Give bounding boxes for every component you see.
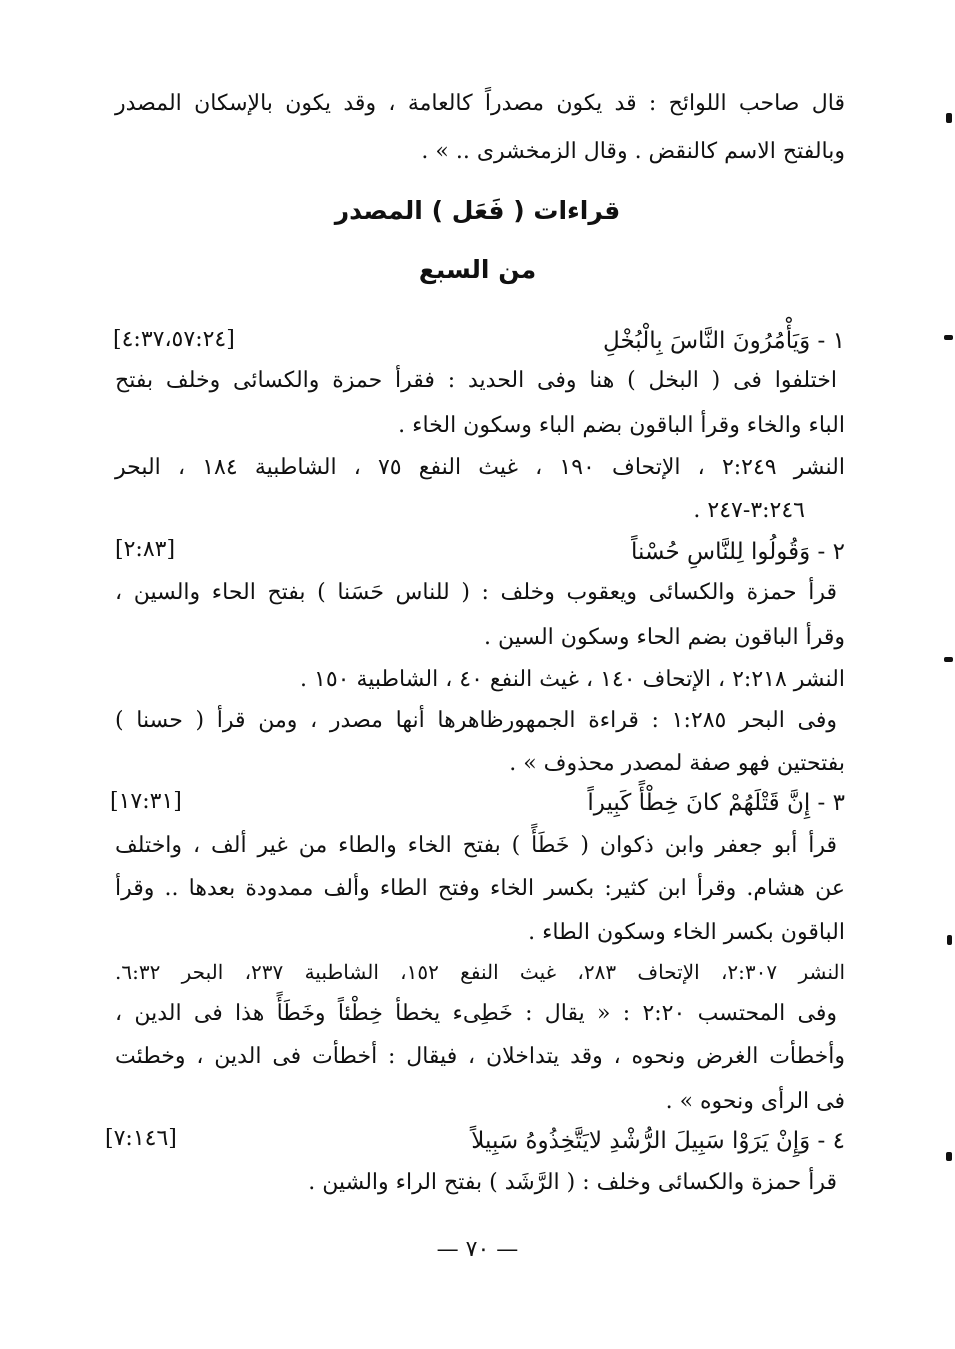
sources-line: النشر ٢:٢٤٩ ، الإتحاف ١٩٠ ، غيث النفع ٧٥ ، الشاطبية ١٨٤ ، البحر xyxy=(115,455,846,480)
note-line: وفى البحر ١:٢٨٥ : قراءة الجمهورظاهرها أنها مصدر ، ومن قرأ ( حسنا ) xyxy=(115,708,837,733)
margin-mark xyxy=(947,935,952,945)
margin-mark xyxy=(946,113,952,123)
intro-line: قال صاحب اللوائح : قد يكون مصدراً كالعامة ، وقد يكون بالإسكان المصدر xyxy=(115,91,845,116)
note-line: فى الرأى ونحوه » . xyxy=(665,1089,845,1114)
verse-reference: [١٧:٣١] xyxy=(110,789,182,814)
intro-line: وبالفتح الاسم كالنقض . وقال الزمخشرى .. » . xyxy=(421,139,845,164)
note-line: بفتحتين فهو صفة لمصدر محذوف » . xyxy=(509,751,845,776)
section-subheading: من السبع xyxy=(418,255,537,284)
verse-line: ٣ - إِنَّ قَتْلَهُمْ كانَ خِطْأً كَبِيراً xyxy=(587,790,845,816)
margin-mark xyxy=(946,1152,952,1161)
page-number: — ٧٠ — xyxy=(436,1237,519,1262)
verse-reference: [٧:١٤٦] xyxy=(105,1126,177,1151)
entry-body-line: الباقون بكسر الخاء وسكون الطاء . xyxy=(528,920,845,945)
verse-line: ٢ - وَقُولُوا لِلنَّاسِ حُسْناً xyxy=(631,539,845,565)
note-line: وأخطأت الغرض ونحوه ، وقد يتداخلان ، فيقال : أخطأت فى الدين ، وخطئت xyxy=(115,1044,845,1069)
note-line: وفى المحتسب ٢:٢٠ : « يقال : خَطِىء يخطأ خِطْئاً وخَطَأً هذا فى الدين ، xyxy=(115,1001,837,1026)
entry-body-line: وقرأ الباقون بضم الحاء وسكون السين . xyxy=(483,625,845,650)
entry-body-line: عن هشام. وقرأ ابن كثير: بكسر الخاء وفتح الطاء وألف ممدودة بعدها .. وقرأ xyxy=(115,876,845,901)
margin-mark xyxy=(944,657,953,662)
section-heading: قراءات ( فَعَل ) المصدر xyxy=(334,196,621,225)
sources-line: النشر ٢:٣٠٧، الإتحاف ٢٨٣، غيث النفع ١٥٢، الشاطبية ٢٣٧، البحر ٦:٣٢. xyxy=(115,960,846,984)
entry-body-line: قرأ حمزة والكسائى ويعقوب وخلف : ( للناس حَسَنا ) بفتح الحاء والسين ، xyxy=(115,580,837,605)
verse-reference: [٤:٣٧،٥٧:٢٤] xyxy=(113,327,235,352)
entry-body-line: قرأ أبو جعفر وابن ذكوان ( خَطَأً ) بفتح الخاء والطاء من غير ألف ، واختلف xyxy=(115,833,837,858)
verse-line: ٤ - وَإِنْ يَرَوْا سَبِيلَ الرُّشْدِ لايَتَّخِذُوهُ سَبِيلاً xyxy=(471,1128,845,1154)
entry-body-line: الباء والخاء وقرأ الباقون بضم الباء وسكون الخاء . xyxy=(398,413,845,438)
verse-line: ١ - وَيَأْمُرُونَ النَّاسَ بِالْبُخْلِ xyxy=(603,328,845,354)
verse-reference: [٢:٨٣] xyxy=(115,537,176,562)
sources-line: ٣:٢٤٦-٢٤٧ . xyxy=(693,498,805,523)
entry-body-line: اختلفوا فى ( البخل ) هنا وفى الحديد : فقرأ حمزة والكسائى وخلف بفتح xyxy=(115,368,837,393)
sources-line: النشر ٢:٢١٨ ، الإتحاف ١٤٠ ، غيث النفع ٤٠ ، الشاطبية ١٥٠ . xyxy=(300,667,845,692)
entry-body-line: قرأ حمزة والكسائى وخلف : ( الرَّشَد ) بفتح الراء والشين . xyxy=(308,1170,837,1195)
margin-mark xyxy=(944,335,953,340)
